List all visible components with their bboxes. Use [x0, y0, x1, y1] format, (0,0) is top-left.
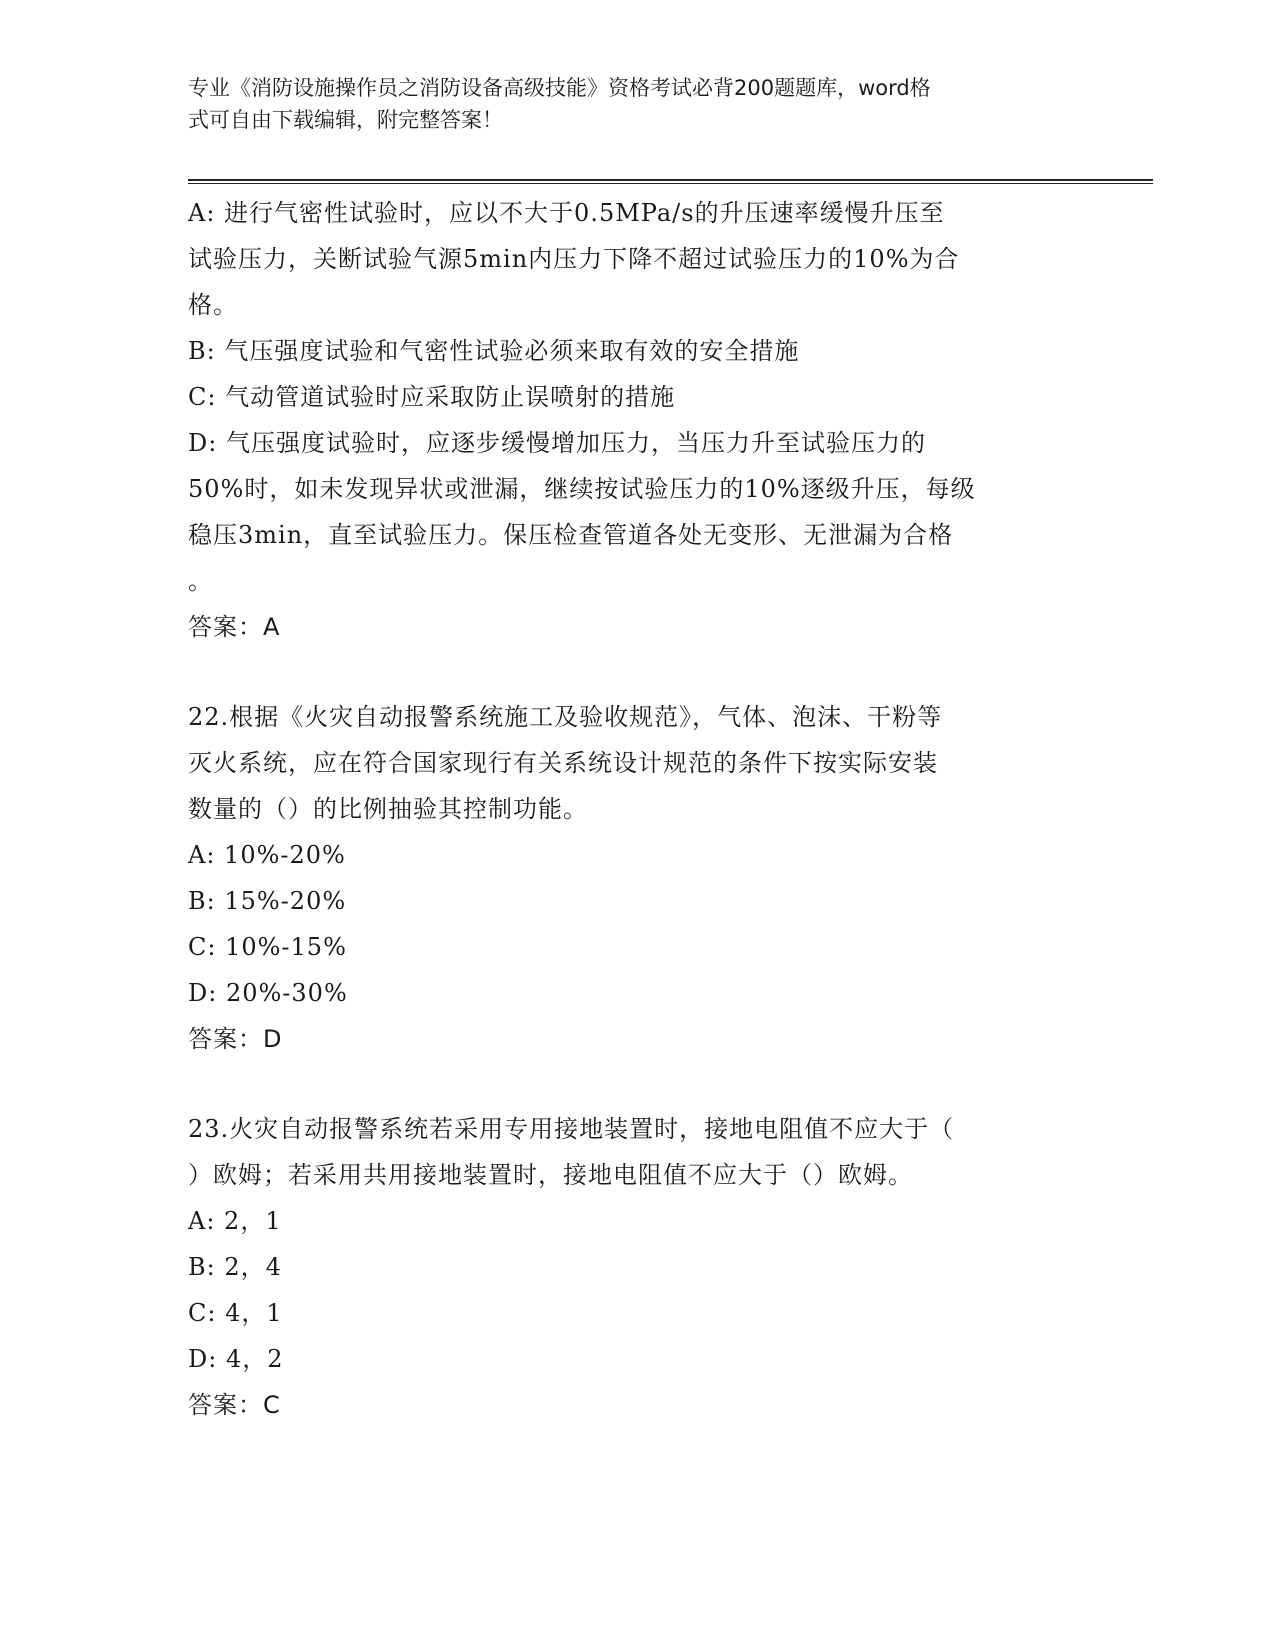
q22-stem-line-1: 22.根据《火灾自动报警系统施工及验收规范》，气体、泡沫、干粉等: [188, 703, 943, 731]
spacer: [188, 1062, 1068, 1106]
document-header: [188, 72, 1068, 136]
q21-option-a-line-3: 格。: [188, 291, 238, 319]
q23-stem-line-1: 23.火灾自动报警系统若采用专用接地装置时，接地电阻值不应大于（: [188, 1115, 955, 1143]
q22-answer: 答案：D: [188, 1025, 283, 1053]
q21-option-c: C: 气动管道试验时应采取防止误喷射的措施: [188, 383, 676, 411]
header-divider: [188, 179, 1153, 184]
q23-option-b: B: 2，4: [188, 1253, 282, 1281]
q23-option-c: C: 4，1: [188, 1299, 283, 1327]
q22-stem-line-3: 数量的（）的比例抽验其控制功能。: [188, 795, 588, 823]
q21-option-d-line-2: 50%时，如未发现异状或泄漏，继续按试验压力的10%逐级升压，每级: [188, 475, 976, 503]
q23-stem-line-2: ）欧姆；若采用共用接地装置时，接地电阻值不应大于（）欧姆。: [188, 1161, 913, 1189]
q22-option-d: D: 20%-30%: [188, 979, 348, 1007]
q22-option-a: A: 10%-20%: [188, 841, 346, 869]
header-line-2: 式可自由下载编辑，附完整答案！: [188, 108, 503, 132]
q21-answer: 答案：A: [188, 613, 281, 641]
q21-option-b: B: 气压强度试验和气密性试验必须来取有效的安全措施: [188, 337, 800, 365]
q21-option-a-line-2: 试验压力，关断试验气源5min内压力下降不超过试验压力的10%为合: [188, 245, 960, 273]
q23-option-a: A: 2，1: [188, 1207, 282, 1235]
question-21: [188, 190, 1068, 650]
question-22: [188, 694, 1068, 1062]
document-body: [188, 190, 1068, 1428]
q23-answer: 答案：C: [188, 1391, 281, 1419]
q21-option-a-line-1: A: 进行气密性试验时，应以不大于0.5MPa/s的升压速率缓慢升压至: [188, 199, 945, 227]
q22-option-c: C: 10%-15%: [188, 933, 347, 961]
q21-option-d-line-3: 稳压3min，直至试验压力。保压检查管道各处无变形、无泄漏为合格: [188, 521, 954, 549]
q22-stem-line-2: 灭火系统，应在符合国家现行有关系统设计规范的条件下按实际安装: [188, 749, 938, 777]
q21-option-d-line-4: 。: [188, 567, 213, 595]
q23-option-d: D: 4，2: [188, 1345, 284, 1373]
question-23: [188, 1106, 1068, 1428]
q21-option-d-line-1: D: 气压强度试验时，应逐步缓慢增加压力，当压力升至试验压力的: [188, 429, 926, 457]
q22-option-b: B: 15%-20%: [188, 887, 347, 915]
spacer: [188, 650, 1068, 694]
header-line-1: 专业《消防设施操作员之消防设备高级技能》资格考试必背200题题库，word格: [188, 76, 931, 100]
